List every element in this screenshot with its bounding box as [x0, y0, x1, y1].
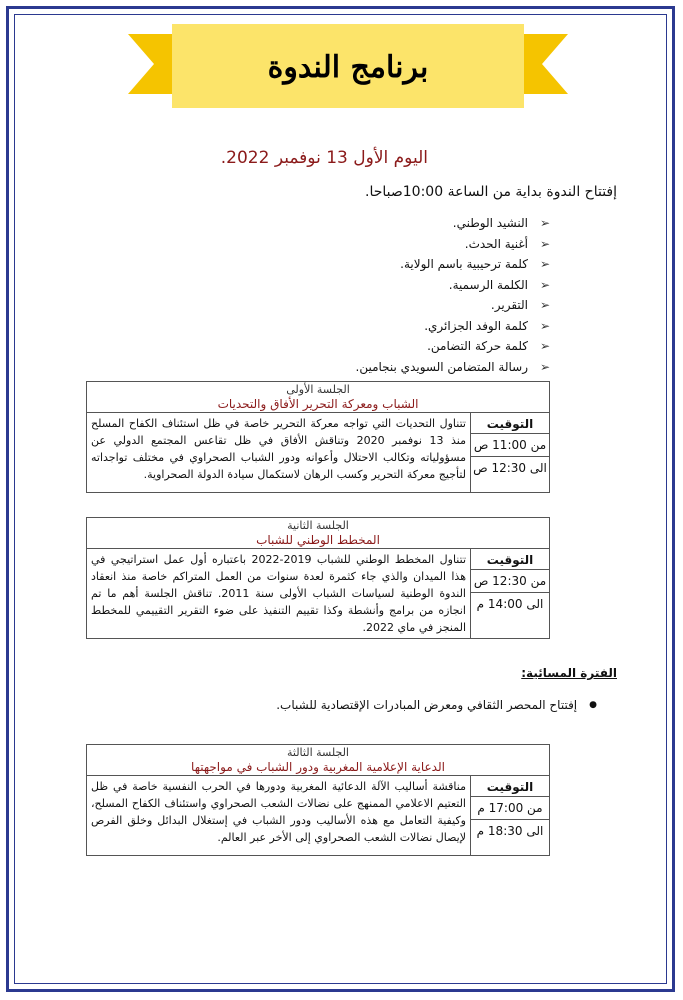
checkmark-icon: ➢ — [539, 359, 550, 374]
time-label: التوقيت — [471, 413, 549, 434]
session-2-table — [86, 517, 550, 639]
title-banner — [128, 22, 568, 118]
checkmark-icon: ➢ — [539, 298, 550, 312]
checkmark-icon: ➢ — [539, 257, 550, 271]
checkmark-icon: ➢ — [539, 216, 550, 230]
evening-heading: الفترة المسائية: — [521, 666, 617, 680]
bullet-icon: ● — [589, 700, 597, 710]
checkmark-icon: ➢ — [539, 318, 550, 333]
session-name: الجلسة الثانية — [287, 519, 349, 532]
time-cell — [471, 413, 550, 493]
program-title: برنامج الندوة — [267, 50, 429, 85]
list-item: ➢ كلمة ترحيبية باسم الولاية. — [356, 254, 551, 275]
time-to: الى 12:30 ص — [473, 461, 547, 475]
list-item: ➢ التقرير. — [356, 295, 551, 316]
session-name: الجلسة الأولى — [286, 383, 350, 396]
day-title: اليوم الأول 13 نوفمبر 2022. — [220, 148, 428, 168]
time-label: التوقيت — [471, 776, 549, 797]
session-name: الجلسة الثالثة — [286, 746, 349, 759]
time-from: من 12:30 ص — [471, 570, 549, 593]
session-description: تتناول المخطط الوطني للشباب 2019-2022 باعتباره أول عمل استراتيجي في هذا الميدان والذي جاء كثمرة لعدة سنوات من العمل المتراكم خاصة منذ انعقاد الندوة الوطنية لسياسات الشباب الأولى سنة 2011. تناقش الجلسة أهم ما تم انجازه من برامج وأنشطة وكذا تقييم التنفيذ على ضوء التقرير التقييمي للمخطط المنجز في ماي 2022. — [87, 549, 471, 639]
checkmark-icon: ➢ — [539, 236, 550, 251]
time-to: الى 14:00 م — [476, 597, 544, 611]
list-item: ➢ كلمة الوفد الجزائري. — [356, 316, 551, 337]
time-from: من 11:00 ص — [471, 434, 549, 457]
opening-line: إفتتاح الندوة بداية من الساعة 10:00صباحا. — [365, 184, 617, 200]
session-subtitle: الدعاية الإعلامية المغربية ودور الشباب في مواجهتها — [191, 760, 445, 774]
list-item: ➢ رسالة المتضامن السويدي بنجامين. — [356, 357, 551, 378]
list-item: ➢ أغنية الحدث. — [356, 234, 551, 255]
evening-item: ● إفتتاح المحصر الثقافي ومعرض المبادرات الإقتصادية للشباب. — [276, 698, 597, 712]
time-cell — [471, 776, 550, 856]
session-description: مناقشة أساليب الآلة الدعائية المغربية ودورها في الحرب النفسية خاصة في ظل التعتيم الاعلامي الممنهج على نضالات الشعب الصحراوي واستئناف الكفاح المسلح، وكيفية التعامل مع هذه الأساليب ودور الشباب في إستغلال البدائل وخلق الفرص لإيصال نضالات الشعب الصحراوي إلى الأخر عبر العالم. — [87, 776, 471, 856]
session-header — [87, 382, 550, 413]
session-1-table — [86, 381, 550, 493]
time-label: التوقيت — [471, 549, 549, 570]
list-item: ➢ كلمة حركة التضامن. — [356, 336, 551, 357]
session-subtitle: الشباب ومعركة التحرير الأفاق والتحديات — [217, 397, 419, 411]
session-3-table — [86, 744, 550, 856]
checkmark-icon: ➢ — [539, 339, 550, 353]
agenda-list — [356, 213, 551, 377]
time-to: الى 18:30 م — [476, 824, 544, 838]
session-description: تتناول التحديات التي تواجه معركة التحرير خاصة في ظل استئناف الكفاح المسلح منذ 13 نوفمبر 2020 وتناقش الأفاق في ظل تقاعس المجتمع الدولي عن مسؤولياته وتكالب الاحتلال وأعوانه ودور الشباب الصحراوي في مختلف تواجداته لتأجيج معركة التحرير وكسب الرهان لاستكمال سيادة الدولة الصحراوية. — [87, 413, 471, 493]
list-item: ➢ الكلمة الرسمية. — [356, 275, 551, 296]
session-header — [87, 745, 550, 776]
list-item: ➢ النشيد الوطني. — [356, 213, 551, 234]
session-subtitle: المخطط الوطني للشباب — [256, 533, 380, 547]
time-from: من 17:00 م — [471, 797, 549, 820]
checkmark-icon: ➢ — [539, 277, 550, 292]
time-cell — [471, 549, 550, 639]
session-header — [87, 518, 550, 549]
